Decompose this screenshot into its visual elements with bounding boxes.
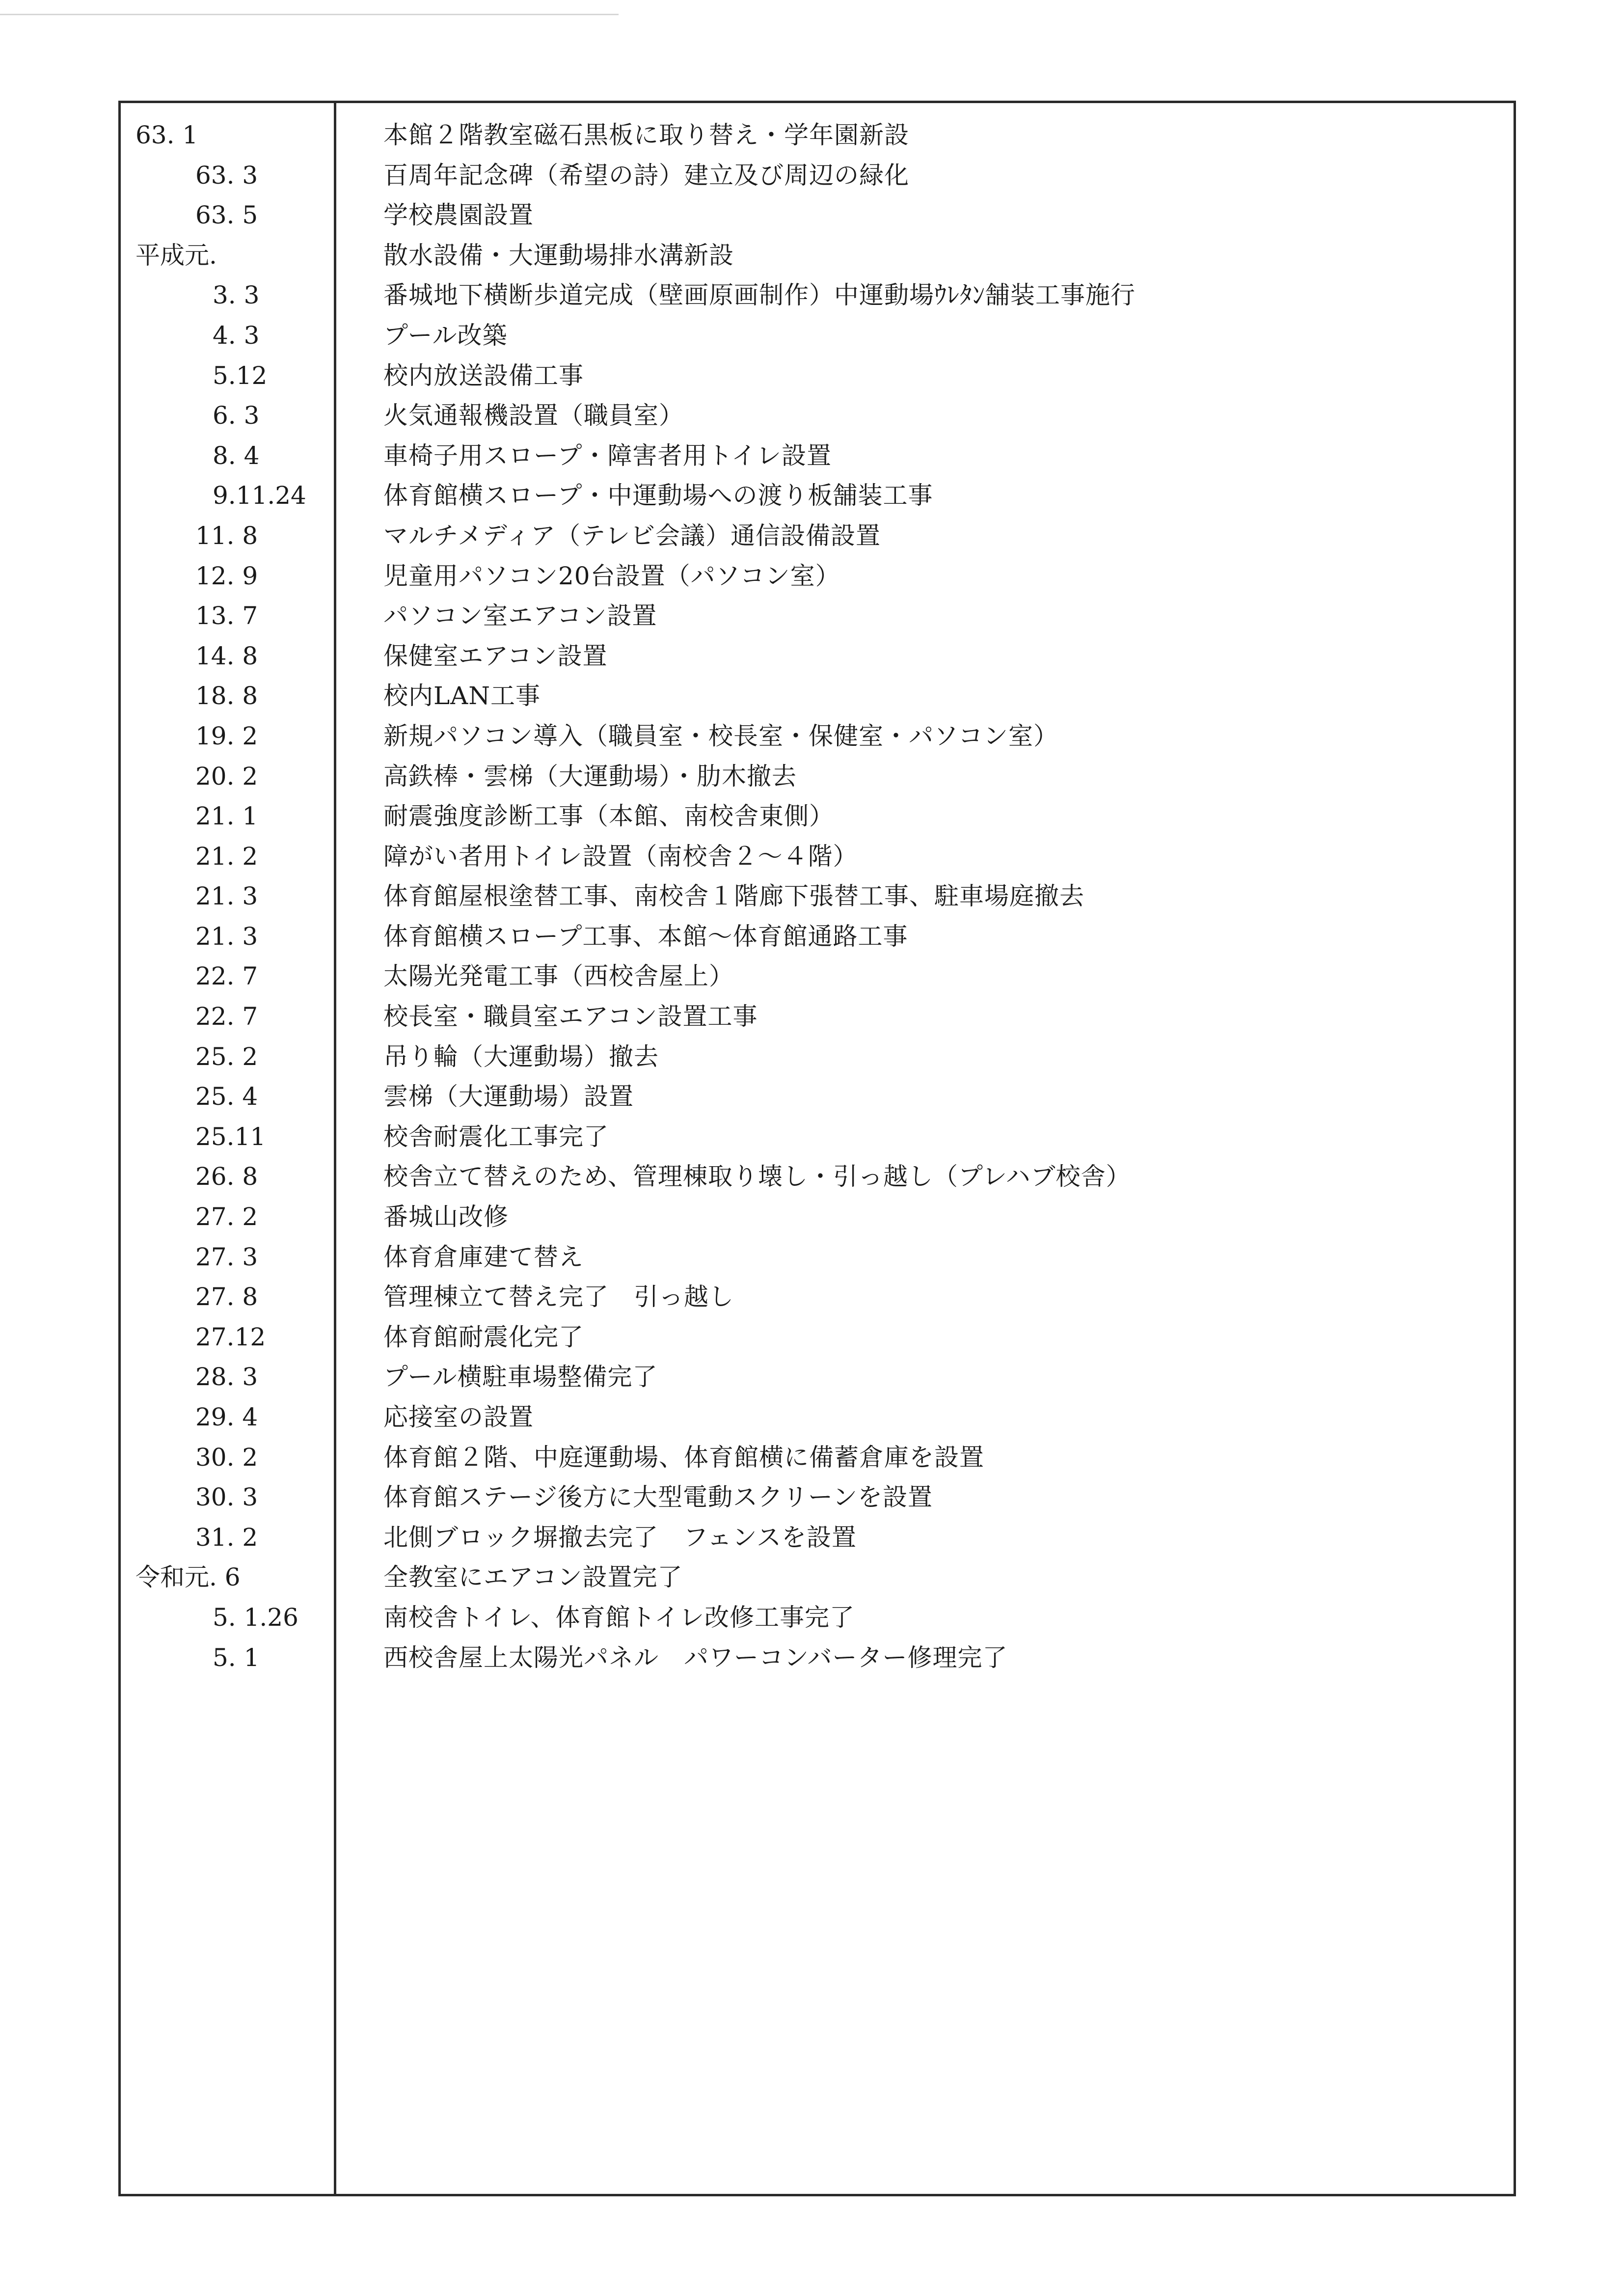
row-date: 21. 1 bbox=[195, 802, 258, 831]
row-description: 西校舎屋上太陽光パネル パワーコンバーター修理完了 bbox=[383, 1643, 1008, 1672]
row-description: 新規パソコン導入（職員室・校長室・保健室・パソコン室） bbox=[383, 721, 1058, 750]
row-date: 12. 9 bbox=[195, 561, 258, 590]
table-row bbox=[121, 476, 1514, 516]
table-row bbox=[121, 316, 1514, 356]
table-row bbox=[121, 236, 1514, 276]
row-description: 車椅子用スロープ・障害者用トイレ設置 bbox=[383, 441, 832, 470]
table-row bbox=[121, 356, 1514, 396]
table-row bbox=[121, 1317, 1514, 1358]
table-row bbox=[121, 636, 1514, 677]
row-date: 20. 2 bbox=[195, 762, 258, 791]
table-row bbox=[121, 917, 1514, 957]
table-row bbox=[121, 676, 1514, 716]
row-date: 27.12 bbox=[195, 1322, 266, 1351]
row-description: 校長室・職員室エアコン設置工事 bbox=[383, 1002, 758, 1031]
scan-edge-line bbox=[0, 14, 619, 15]
row-date: 4. 3 bbox=[213, 321, 260, 350]
row-description: 校舎立て替えのため、管理棟取り壊し・引っ越し（プレハブ校舎） bbox=[383, 1162, 1131, 1191]
row-description: 児童用パソコン20台設置（パソコン室） bbox=[383, 561, 840, 590]
row-description: 校内放送設備工事 bbox=[383, 361, 584, 390]
row-date: 25.11 bbox=[195, 1122, 266, 1151]
history-table bbox=[118, 101, 1516, 2196]
row-date: 21. 3 bbox=[195, 882, 258, 911]
table-row bbox=[121, 997, 1514, 1037]
row-description: 南校舎トイレ、体育館トイレ改修工事完了 bbox=[383, 1603, 855, 1632]
row-date: 21. 3 bbox=[195, 922, 258, 951]
table-row bbox=[121, 1477, 1514, 1518]
row-date: 28. 3 bbox=[195, 1363, 258, 1392]
row-description: 北側ブロック塀撤去完了 フェンスを設置 bbox=[383, 1523, 857, 1552]
row-date: 5.12 bbox=[213, 361, 268, 390]
row-date: 31. 2 bbox=[195, 1523, 258, 1552]
row-date: 5. 1 bbox=[213, 1643, 260, 1672]
row-description: プール改築 bbox=[383, 321, 508, 350]
row-description: 保健室エアコン設置 bbox=[383, 641, 608, 670]
row-description: 番城山改修 bbox=[383, 1203, 509, 1231]
table-row bbox=[121, 1237, 1514, 1278]
table-row bbox=[121, 436, 1514, 476]
row-description: 百周年記念碑（希望の詩）建立及び周辺の緑化 bbox=[383, 161, 909, 190]
row-date: 14. 8 bbox=[195, 641, 258, 670]
row-date: 令和元. 6 bbox=[135, 1563, 241, 1592]
row-description: 本館２階教室磁石黒板に取り替え・学年園新設 bbox=[383, 121, 909, 149]
row-description: 校舎耐震化工事完了 bbox=[383, 1122, 609, 1151]
row-date: 8. 4 bbox=[213, 441, 260, 470]
table-row bbox=[121, 757, 1514, 797]
table-row bbox=[121, 1598, 1514, 1638]
row-date: 18. 8 bbox=[195, 682, 258, 711]
row-date: 3. 3 bbox=[213, 281, 260, 310]
row-date: 30. 2 bbox=[195, 1443, 258, 1472]
row-description: 太陽光発電工事（西校舎屋上） bbox=[383, 962, 734, 991]
row-description: 校内LAN工事 bbox=[383, 682, 541, 711]
row-date: 26. 8 bbox=[195, 1162, 258, 1191]
row-description: 体育館屋根塗替工事、南校舎１階廊下張替工事、駐車場庭撤去 bbox=[383, 882, 1084, 911]
row-date: 29. 4 bbox=[195, 1403, 258, 1431]
table-row bbox=[121, 1638, 1514, 1678]
row-description: 障がい者用トイレ設置（南校舎２～４階） bbox=[383, 842, 858, 871]
table-row bbox=[121, 1077, 1514, 1117]
row-description: 耐震強度診断工事（本館、南校舎東側） bbox=[383, 802, 834, 831]
table-row bbox=[121, 1518, 1514, 1558]
row-date: 25. 2 bbox=[195, 1042, 258, 1071]
row-date: 5. 1.26 bbox=[213, 1603, 298, 1632]
row-description: 応接室の設置 bbox=[383, 1403, 534, 1431]
table-row bbox=[121, 1117, 1514, 1157]
table-row bbox=[121, 796, 1514, 837]
table-row bbox=[121, 1277, 1514, 1317]
row-description: 体育館ステージ後方に大型電動スクリーンを設置 bbox=[383, 1483, 933, 1512]
row-description: 火気通報機設置（職員室） bbox=[383, 401, 684, 430]
row-description: 体育館横スロープ・中運動場への渡り板舗装工事 bbox=[383, 481, 933, 510]
row-date: 19. 2 bbox=[195, 721, 258, 750]
row-date: 13. 7 bbox=[195, 601, 258, 630]
row-description: パソコン室エアコン設置 bbox=[383, 601, 657, 630]
table-row bbox=[121, 396, 1514, 436]
table-row bbox=[121, 1357, 1514, 1397]
row-description: 学校農園設置 bbox=[383, 201, 534, 230]
row-description: 体育館耐震化完了 bbox=[383, 1322, 584, 1351]
row-date: 22. 7 bbox=[195, 962, 258, 991]
table-row bbox=[121, 1157, 1514, 1197]
table-row bbox=[121, 195, 1514, 236]
history-rows bbox=[121, 115, 1514, 1678]
row-date: 6. 3 bbox=[213, 401, 260, 430]
table-row bbox=[121, 837, 1514, 877]
table-row bbox=[121, 556, 1514, 597]
row-description: 番城地下横断歩道完成（壁画原画制作）中運動場ｳﾚﾀﾝ舗装工事施行 bbox=[383, 281, 1136, 310]
table-row bbox=[121, 156, 1514, 196]
row-date: 27. 3 bbox=[195, 1242, 258, 1271]
row-description: 雲梯（大運動場）設置 bbox=[383, 1082, 634, 1111]
row-description: プール横駐車場整備完了 bbox=[383, 1363, 658, 1392]
row-date: 63. 3 bbox=[195, 161, 258, 190]
row-date: 63. 5 bbox=[195, 201, 258, 230]
row-description: 吊り輪（大運動場）撤去 bbox=[383, 1042, 659, 1071]
row-date: 9.11.24 bbox=[213, 481, 306, 510]
table-row bbox=[121, 1037, 1514, 1077]
row-description: 全教室にエアコン設置完了 bbox=[383, 1563, 683, 1592]
row-description: 体育倉庫建て替え bbox=[383, 1242, 584, 1271]
row-date: 63. 1 bbox=[135, 121, 198, 149]
row-date: 11. 8 bbox=[195, 521, 258, 550]
table-row bbox=[121, 516, 1514, 556]
table-row bbox=[121, 596, 1514, 636]
row-description: 管理棟立て替え完了 引っ越し bbox=[383, 1283, 734, 1312]
row-date: 21. 2 bbox=[195, 842, 258, 871]
table-row bbox=[121, 1397, 1514, 1438]
row-description: マルチメディア（テレビ会議）通信設備設置 bbox=[383, 521, 881, 550]
table-row bbox=[121, 1438, 1514, 1478]
table-row bbox=[121, 1197, 1514, 1237]
row-description: 散水設備・大運動場排水溝新設 bbox=[383, 241, 734, 270]
row-date: 30. 3 bbox=[195, 1483, 258, 1512]
table-row bbox=[121, 115, 1514, 156]
row-date: 27. 8 bbox=[195, 1283, 258, 1312]
row-date: 25. 4 bbox=[195, 1082, 258, 1111]
row-description: 高鉄棒・雲梯（大運動場）・肋木撤去 bbox=[383, 762, 797, 791]
table-row bbox=[121, 716, 1514, 757]
table-row bbox=[121, 275, 1514, 316]
row-date: 22. 7 bbox=[195, 1002, 258, 1031]
table-row bbox=[121, 957, 1514, 997]
row-description: 体育館２階、中庭運動場、体育館横に備蓄倉庫を設置 bbox=[383, 1443, 984, 1472]
row-date: 27. 2 bbox=[195, 1203, 258, 1231]
row-date: 平成元. bbox=[135, 241, 217, 270]
table-row bbox=[121, 876, 1514, 917]
row-description: 体育館横スロープ工事、本館～体育館通路工事 bbox=[383, 922, 908, 951]
table-row bbox=[121, 1558, 1514, 1598]
